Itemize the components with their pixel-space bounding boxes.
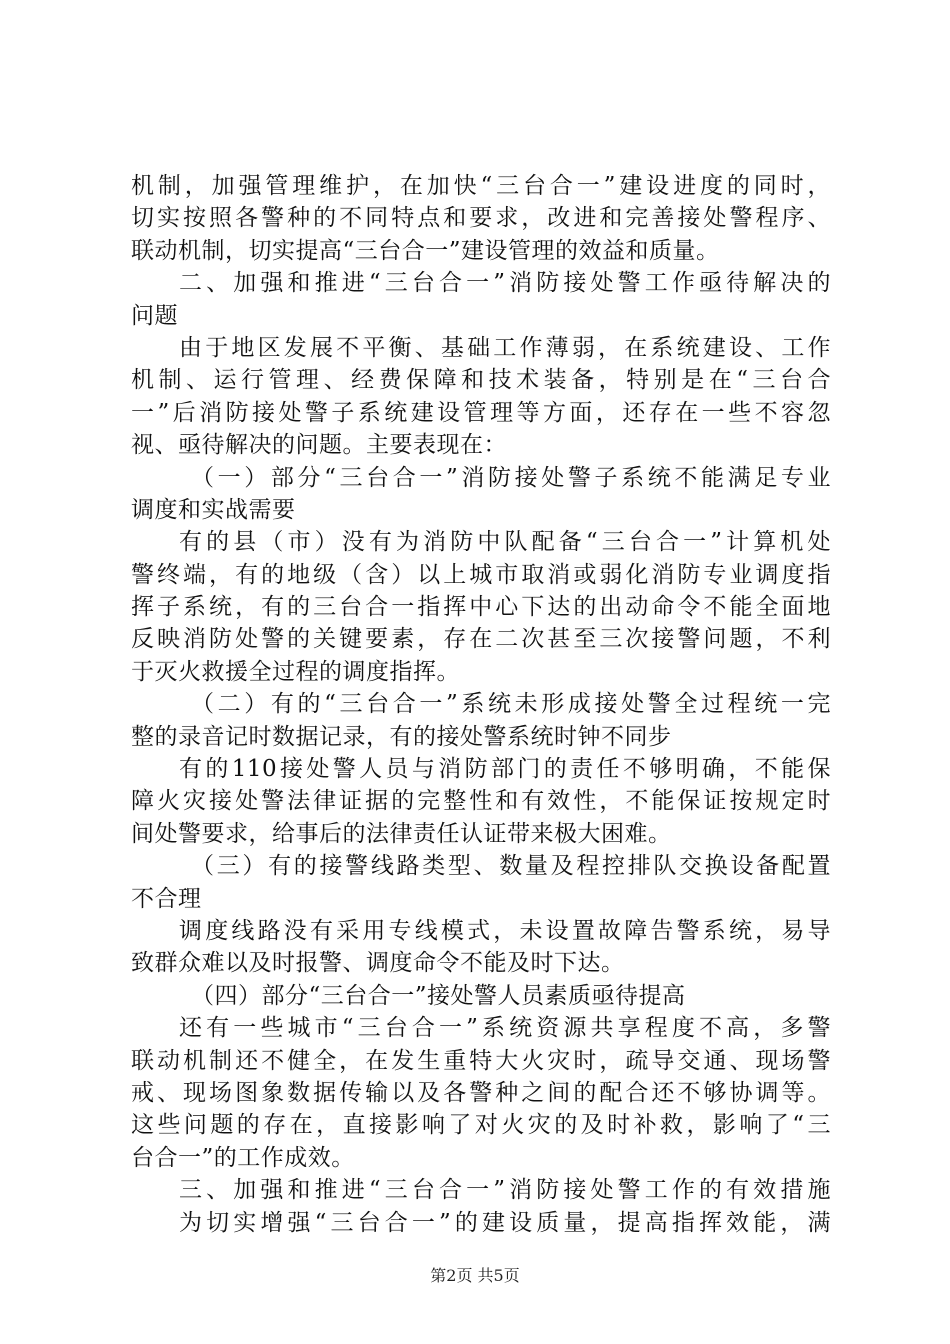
body-line: 一”后消防接处警子系统建设管理等方面，还存在一些不容忽 [131, 399, 831, 426]
body-line: 为切实增强“三台合一”的建设质量，提高指挥效能，满 [179, 1209, 831, 1236]
section-heading: 二、加强和推进“三台合一”消防接处警工作亟待解决的 [179, 270, 831, 297]
section-heading: 三、加强和推进“三台合一”消防接处警工作的有效措施 [179, 1177, 831, 1204]
document-body [131, 170, 831, 1239]
body-line: 这些问题的存在，直接影响了对火灾的及时补救，影响了“三 [131, 1112, 831, 1139]
body-line: 调度线路没有采用专线模式，未设置故障告警系统，易导 [179, 917, 831, 944]
body-line: 于灭火救援全过程的调度指挥。 [131, 658, 460, 685]
subsection-heading-cont: 整的录音记时数据记录，有的接处警系统时钟不同步 [131, 723, 672, 750]
body-line: 台合一”的工作成效。 [131, 1144, 355, 1171]
body-line: 障火灾接处警法律证据的完整性和有效性，不能保证按规定时 [131, 788, 831, 815]
body-line: 由于地区发展不平衡、基础工作薄弱，在系统建设、工作 [179, 334, 831, 361]
body-line: 还有一些城市“三台合一”系统资源共享程度不高，多警 [179, 1015, 831, 1042]
body-line: 致群众难以及时报警、调度命令不能及时下达。 [131, 950, 625, 977]
subsection-heading: （三）有的接警线路类型、数量及程控排队交换设备配置 [191, 853, 831, 880]
subsection-heading: （二）有的“三台合一”系统未形成接处警全过程统一完 [191, 691, 831, 718]
body-line: 有的县（市）没有为消防中队配备“三台合一”计算机处 [179, 529, 831, 556]
subsection-heading: （四）部分“三台合一”接处警人员素质亟待提高 [191, 982, 686, 1009]
page-number: 第2页 共5页 [430, 1266, 520, 1285]
body-line: 警终端，有的地级（含）以上城市取消或弱化消防专业调度指 [131, 561, 831, 588]
section-heading-cont: 问题 [131, 302, 178, 329]
body-line: 戒、现场图象数据传输以及各警种之间的配合还不够协调等。 [131, 1079, 831, 1106]
subsection-heading-cont: 调度和实战需要 [131, 496, 296, 523]
body-line: 联动机制，切实提高“三台合一”建设管理的效益和质量。 [131, 237, 720, 264]
body-line: 视、亟待解决的问题。主要表现在： [131, 432, 507, 459]
subsection-heading-cont: 不合理 [131, 885, 202, 912]
body-line: 机制、运行管理、经费保障和技术装备，特别是在“三台合 [131, 367, 831, 394]
body-line: 有的110接处警人员与消防部门的责任不够明确，不能保 [179, 756, 831, 783]
body-line: 间处警要求，给事后的法律责任认证带来极大困难。 [131, 820, 672, 847]
body-line: 切实按照各警种的不同特点和要求，改进和完善接处警程序、 [131, 205, 831, 232]
body-line: 挥子系统，有的三台合一指挥中心下达的出动命令不能全面地 [131, 594, 831, 621]
body-line: 机制，加强管理维护，在加快“三台合一”建设进度的同时， [131, 173, 831, 199]
subsection-heading: （一）部分“三台合一”消防接处警子系统不能满足专业 [191, 464, 831, 491]
body-line: 联动机制还不健全，在发生重特大火灾时，疏导交通、现场警 [131, 1047, 831, 1074]
body-line: 反映消防处警的关键要素，存在二次甚至三次接警问题，不利 [131, 626, 831, 653]
